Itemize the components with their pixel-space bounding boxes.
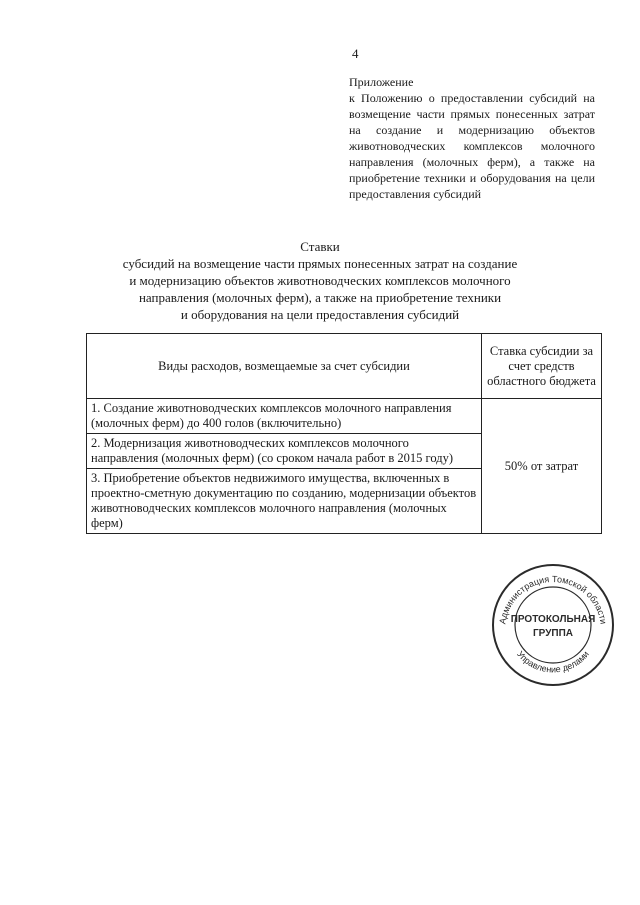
subsidy-rate-value: 50% от затрат [482, 399, 602, 534]
table-header-row [87, 334, 602, 399]
official-stamp [488, 560, 618, 690]
heading-title: Ставки [300, 239, 340, 254]
heading-line: и модернизацию объектов животноводческих комплексов молочного [129, 273, 511, 288]
rates-table [86, 333, 602, 534]
heading-line: субсидий на возмещение части прямых понесенных затрат на создание [122, 256, 518, 271]
document-heading [100, 238, 540, 323]
heading-line: направления (молочных ферм), а также на приобретение техники [138, 290, 502, 305]
expense-item-3: 3. Приобретение объектов недвижимого имущества, включенных в проектно-сметную документацию по созданию, модернизации объектов животноводческих комплексов молочного направления (молочных ферм) [87, 469, 482, 534]
header-subsidy-rate: Ставка субсидии за счет средств областного бюджета [482, 334, 602, 399]
appendix-text: к Положению о предоставлении субсидий на возмещение части прямых понесенных затрат на создание и модернизацию объектов животноводческих комплексов молочного направления (молочных ферм), а также на приобретение техники и оборудования на цели предоставления субсидий [349, 91, 595, 201]
stamp-center-text-1: ПРОТОКОЛЬНАЯ [510, 614, 596, 625]
stamp-bottom-text: Управление делами [515, 649, 591, 675]
table-row [87, 399, 602, 434]
heading-line: и оборудования на цели предоставления субсидий [180, 307, 460, 322]
expense-item-2: 2. Модернизация животноводческих комплексов молочного направления (молочных ферм) (со сроком начала работ в 2015 году) [87, 434, 482, 469]
stamp-seal-icon [488, 560, 618, 690]
expense-item-1: 1. Создание животноводческих комплексов молочного направления (молочных ферм) до 400 голов (включительно) [87, 399, 482, 434]
page-number: 4 [352, 46, 359, 61]
stamp-center-text-2: ГРУППА [532, 628, 574, 639]
stamp-outer-text: Администрация Томской области [497, 573, 609, 625]
appendix-block [349, 74, 595, 202]
header-expense-types: Виды расходов, возмещаемые за счет субсидии [87, 334, 482, 399]
appendix-title: Приложение [349, 75, 414, 89]
